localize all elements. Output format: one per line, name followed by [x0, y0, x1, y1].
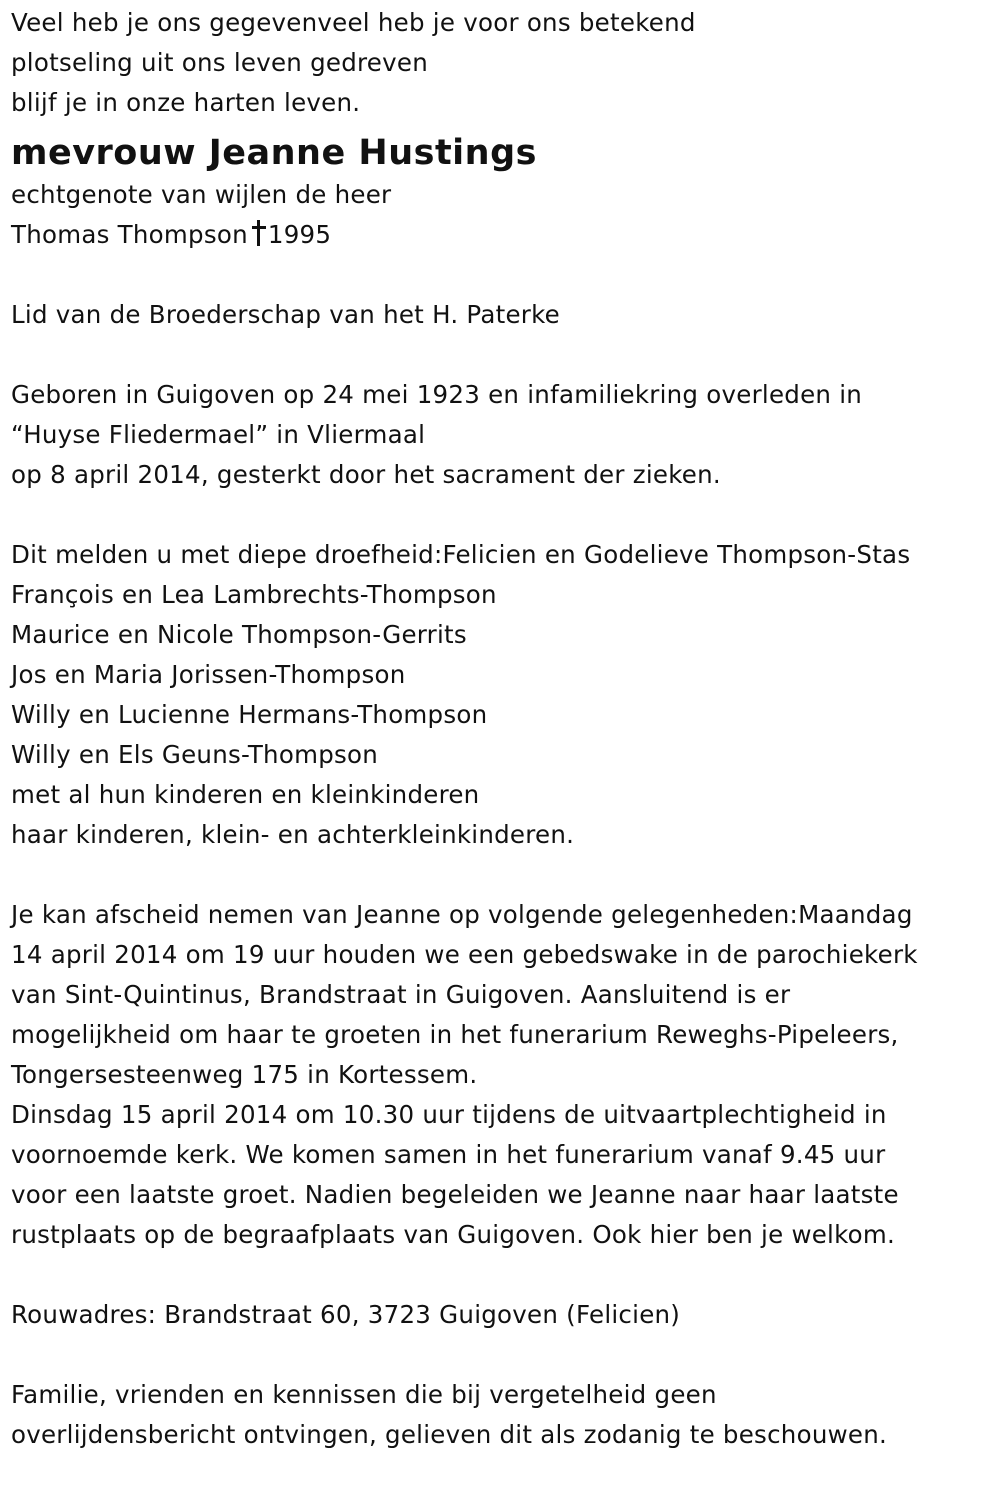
spouse-name: Thomas Thompson [11, 220, 248, 249]
spouse-name-line [11, 215, 991, 255]
farewell-line: voor een laatste groet. Nadien begeleiden we Jeanne naar haar laatste [11, 1180, 899, 1209]
announcers-list [11, 535, 991, 855]
spacer [11, 1335, 991, 1375]
farewell-line: 14 april 2014 om 19 uur houden we een gebedswake in de parochiekerk [11, 940, 918, 969]
closing-line: Familie, vrienden en kennissen die bij vergetelheid geen [11, 1380, 717, 1409]
announcer-line: François en Lea Lambrechts-Thompson [11, 580, 497, 609]
spouse-death-year: 1995 [267, 220, 332, 249]
announcer-line: Jos en Maria Jorissen-Thompson [11, 660, 406, 689]
farewell-info [11, 895, 991, 1255]
obituary-notice [11, 3, 991, 1455]
farewell-line: Tongersesteenweg 175 in Kortessem. [11, 1060, 478, 1089]
announcer-line: Dit melden u met diepe droefheid:Felicien en Godelieve Thompson-Stas [11, 540, 911, 569]
farewell-line: van Sint-Quintinus, Brandstraat in Guigoven. Aansluitend is er [11, 980, 791, 1009]
spacer [11, 255, 991, 295]
spacer [11, 495, 991, 535]
closing-line: overlijdensbericht ontvingen, gelieven dit als zodanig te beschouwen. [11, 1420, 888, 1449]
spacer [11, 335, 991, 375]
announcer-line: Willy en Lucienne Hermans-Thompson [11, 700, 488, 729]
spacer [11, 855, 991, 895]
birth-death-line: Geboren in Guigoven op 24 mei 1923 en infamiliekring overleden in [11, 380, 863, 409]
birth-death-line: op 8 april 2014, gesterkt door het sacrament der zieken. [11, 460, 721, 489]
cross-icon [252, 220, 266, 246]
spacer [11, 1255, 991, 1295]
announcer-line: Willy en Els Geuns-Thompson [11, 740, 379, 769]
spouse-line: echtgenote van wijlen de heer [11, 180, 392, 209]
intro-line: blijf je in onze harten leven. [11, 88, 361, 117]
intro-poem [11, 3, 991, 123]
farewell-line: Dinsdag 15 april 2014 om 10.30 uur tijdens de uitvaartplechtigheid in [11, 1100, 887, 1129]
birth-death-info [11, 375, 991, 495]
farewell-line: Je kan afscheid nemen van Jeanne op volgende gelegenheden:Maandag [11, 900, 913, 929]
membership: Lid van de Broederschap van het H. Paterke [11, 300, 560, 329]
announcer-line: haar kinderen, klein- en achterkleinkinderen. [11, 820, 575, 849]
announcer-line: met al hun kinderen en kleinkinderen [11, 780, 480, 809]
intro-line: plotseling uit ons leven gedreven [11, 48, 428, 77]
closing-note [11, 1375, 991, 1455]
deceased-name: mevrouw Jeanne Hustings [11, 133, 537, 173]
spouse-info [11, 175, 991, 255]
announcer-line: Maurice en Nicole Thompson-Gerrits [11, 620, 467, 649]
farewell-line: voornoemde kerk. We komen samen in het funerarium vanaf 9.45 uur [11, 1140, 886, 1169]
farewell-line: rustplaats op de begraafplaats van Guigoven. Ook hier ben je welkom. [11, 1220, 896, 1249]
intro-line: Veel heb je ons gegevenveel heb je voor ons betekend [11, 8, 696, 37]
farewell-line: mogelijkheid om haar te groeten in het funerarium Reweghs-Pipeleers, [11, 1020, 899, 1049]
mourning-address: Rouwadres: Brandstraat 60, 3723 Guigoven (Felicien) [11, 1300, 681, 1329]
birth-death-line: “Huyse Fliedermael” in Vliermaal [11, 420, 426, 449]
